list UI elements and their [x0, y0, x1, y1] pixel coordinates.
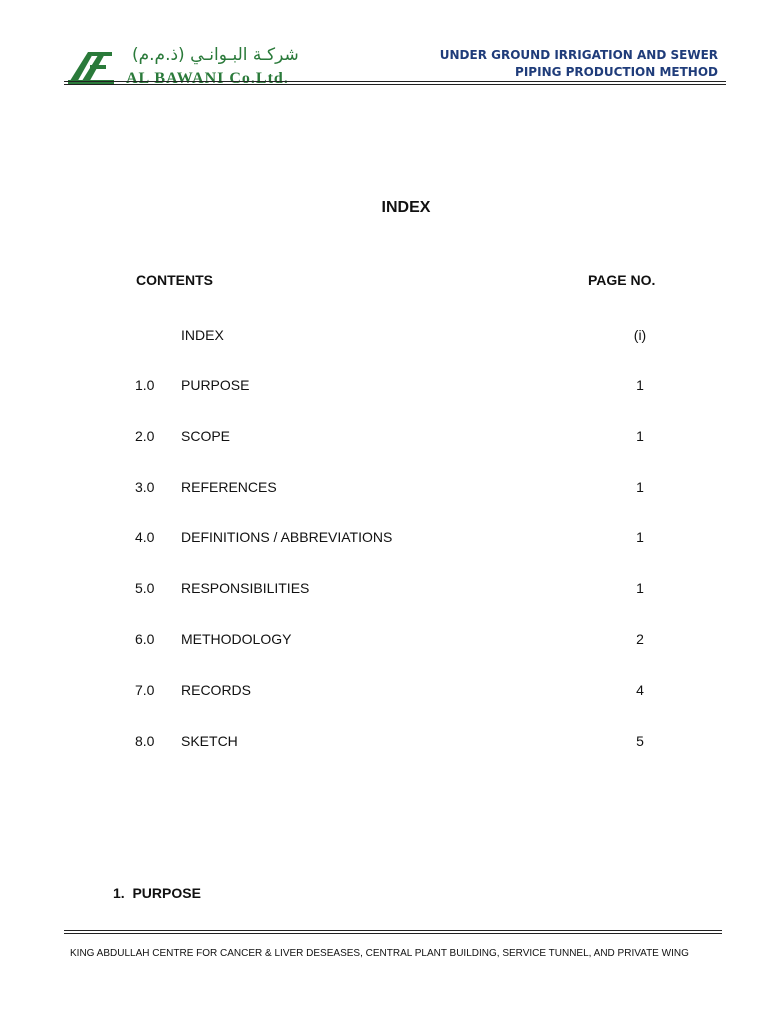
toc-page-number: 1 — [636, 428, 644, 444]
toc-row — [0, 377, 768, 397]
toc-page-number: 1 — [636, 529, 644, 545]
toc-label: METHODOLOGY — [181, 631, 292, 647]
toc-number: 3.0 — [135, 479, 155, 495]
index-title: INDEX — [381, 199, 431, 216]
footer-rule-top — [64, 930, 722, 931]
toc-row — [0, 327, 768, 347]
toc-label: DEFINITIONS / ABBREVIATIONS — [181, 529, 393, 545]
toc-row — [0, 631, 768, 651]
toc-number: 8.0 — [135, 733, 155, 749]
toc-label: INDEX — [181, 327, 224, 343]
toc-row — [0, 682, 768, 702]
page-no-heading: PAGE NO. — [588, 272, 656, 288]
toc-page-number: 1 — [636, 377, 644, 393]
section-heading-purpose — [113, 885, 201, 901]
toc-page-number: 2 — [636, 631, 644, 647]
toc-page-number: 1 — [636, 479, 644, 495]
company-name-arabic: شركـة البـوانـي (ذ.م.م) — [132, 45, 299, 65]
header-rule-top — [64, 81, 726, 82]
toc-page-number: (i) — [633, 327, 647, 343]
toc-label: SKETCH — [181, 733, 238, 749]
toc-page-number: 5 — [636, 733, 644, 749]
section-title: PURPOSE — [132, 885, 201, 901]
footer-rule-bottom — [64, 933, 722, 934]
toc-number: 2.0 — [135, 428, 155, 444]
toc-number: 6.0 — [135, 631, 155, 647]
footer-project-name: KING ABDULLAH CENTRE FOR CANCER & LIVER DESEASES, CENTRAL PLANT BUILDING, SERVICE TUNNEL, AND PRIVATE WING — [70, 948, 689, 959]
toc-label: PURPOSE — [181, 377, 250, 393]
toc-row — [0, 479, 768, 499]
toc-page-number: 4 — [636, 682, 644, 698]
document-title — [440, 47, 718, 81]
toc-number: 4.0 — [135, 529, 155, 545]
section-number: 1. — [113, 885, 125, 901]
header-rule-bottom — [64, 84, 726, 85]
toc-row — [0, 580, 768, 600]
contents-heading: CONTENTS — [136, 272, 213, 288]
toc-label: REFERENCES — [181, 479, 277, 495]
document-title-line-2: PIPING PRODUCTION METHOD — [515, 65, 718, 79]
toc-row — [0, 733, 768, 753]
toc-label: RECORDS — [181, 682, 252, 698]
toc-number: 7.0 — [135, 682, 155, 698]
toc-number: 1.0 — [135, 377, 155, 393]
toc-row — [0, 428, 768, 448]
toc-label: RESPONSIBILITIES — [181, 580, 310, 596]
toc-page-number: 1 — [636, 580, 644, 596]
document-title-line-1: UNDER GROUND IRRIGATION AND SEWER — [439, 48, 718, 62]
toc-number: 5.0 — [135, 580, 155, 596]
company-name-latin: AL BAWANI Co.Ltd. — [126, 70, 289, 87]
toc-label: SCOPE — [181, 428, 231, 444]
toc-row — [0, 529, 768, 549]
